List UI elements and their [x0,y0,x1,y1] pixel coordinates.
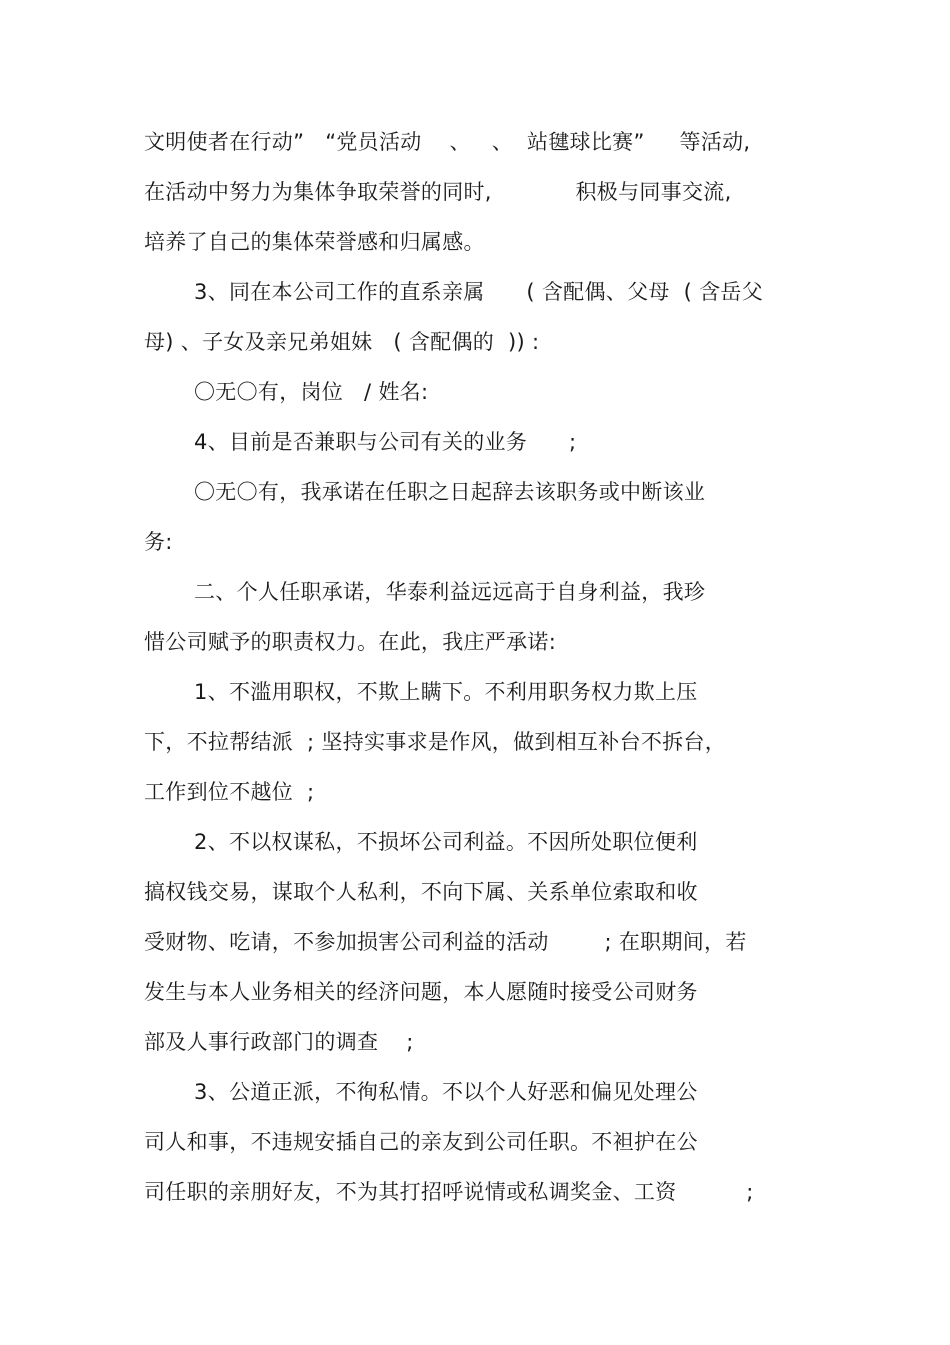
text-line-1: 文明使者在行动” “党员活动 、 、 站毽球比赛” 等活动, [144,130,751,154]
text-line-21: 司人和事，不违规安插自己的亲友到公司任职。不袒护在公 [144,1130,698,1154]
text-line-7: 4、目前是否兼职与公司有关的业务 ; [194,430,577,454]
text-line-9: 务: [144,530,173,554]
text-line-4: 3、同在本公司工作的直系亲属 ( 含配偶、父母 ( 含岳父 [194,280,763,304]
text-line-17: 受财物、吃请，不参加损害公司利益的活动 ; 在职期间，若 [144,930,747,954]
text-line-22: 司任职的亲朋好友，不为其打招呼说情或私调奖金、工资 ; [144,1180,754,1204]
text-line-5: 母) 、子女及亲兄弟姐妹 ( 含配偶的 )) : [144,330,540,354]
text-line-2: 在活动中努力为集体争取荣誉的同时, 积极与同事交流, [144,180,732,204]
text-line-12: 1、不滥用职权，不欺上瞒下。不利用职务权力欺上压 [194,680,698,704]
text-line-11: 惜公司赋予的职责权力。在此，我庄严承诺: [144,630,557,654]
text-line-8: 〇无〇有，我承诺在任职之日起辞去该职务或中断该业 [194,480,706,504]
text-line-13: 下，不拉帮结派 ; 坚持实事求是作风，做到相互补台不拆台， [144,730,727,754]
text-line-15: 2、不以权谋私，不损坏公司利益。不因所处职位便利 [194,830,698,854]
text-line-10: 二、个人任职承诺，华泰利益远远高于自身利益，我珍 [194,580,706,604]
text-line-6: 〇无〇有，岗位 / 姓名: [194,380,429,404]
text-line-3: 培养了自己的集体荣誉感和归属感。 [144,230,485,254]
text-line-16: 搞权钱交易，谋取个人私利，不向下属、关系单位索取和收 [144,880,698,904]
text-line-19: 部及人事行政部门的调查 ; [144,1030,414,1054]
text-line-20: 3、公道正派，不徇私情。不以个人好恶和偏见处理公 [194,1080,698,1104]
text-line-14: 工作到位不越位 ; [144,780,315,804]
text-line-18: 发生与本人业务相关的经济问题，本人愿随时接受公司财务 [144,980,698,1004]
